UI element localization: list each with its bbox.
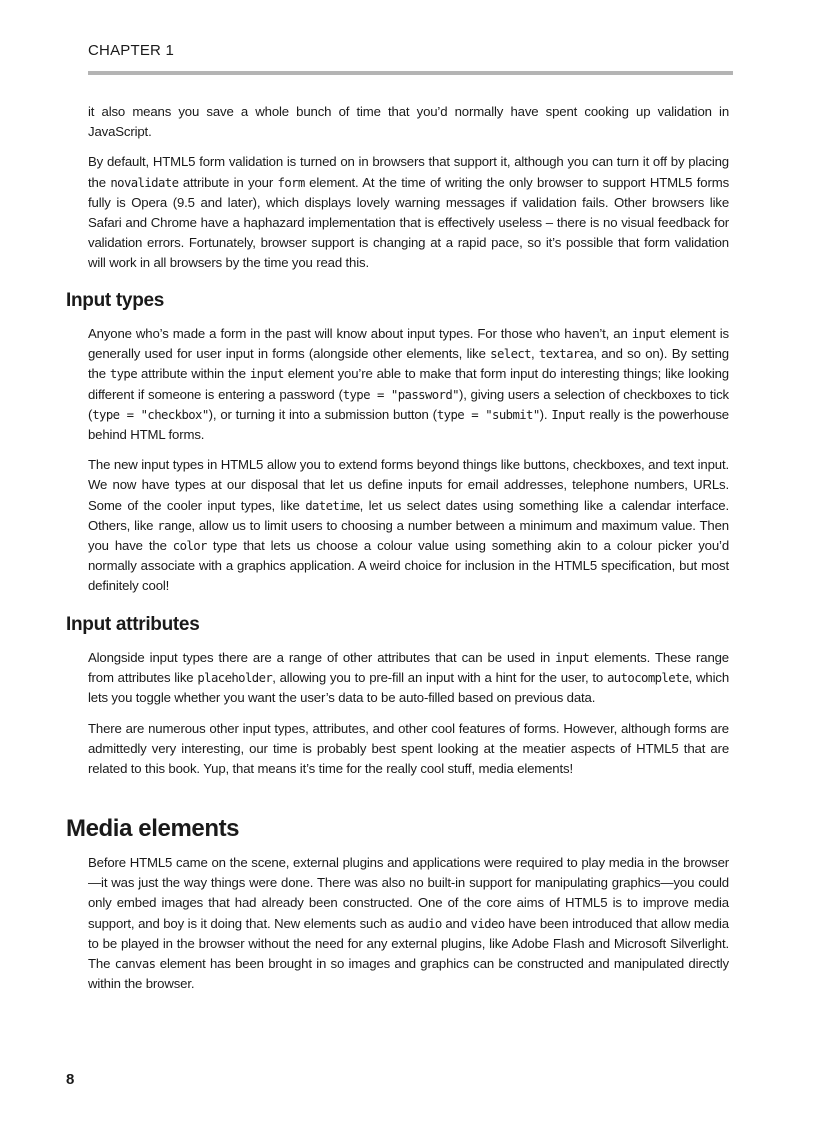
paragraph: [88, 648, 729, 709]
inline-code: type = "submit": [436, 407, 540, 422]
paragraph: [88, 719, 729, 780]
inline-code: input: [631, 327, 666, 341]
heading-input-types: Input types: [66, 290, 165, 311]
heading-input-attributes: Input attributes: [66, 614, 200, 635]
inline-code: color: [172, 539, 207, 554]
text-run: , which lets you toggle whether you want the user’s data to be auto-filled based on previous data.: [88, 670, 730, 706]
inline-code: autocomplete: [607, 671, 689, 686]
text-run: attribute within the: [137, 366, 250, 382]
text-run: Alongside input types there are a range of other attributes that can be used in: [88, 650, 556, 665]
text-run: element. At the time of writing the only browser to support HTML5 forms fully is Opera (9.5 and later), which displays lovely warning messages if validation fails. Other browsers like Safari and Chrome have a haphazard implementation that is effectively useless – there is no visual feedback for validation errors. Fortunately, browser support is changing at a rapid pace, so it’s possible that form validation will work in all browsers by the time you read this.: [88, 174, 730, 271]
heading-media-elements: Media elements: [66, 815, 240, 842]
text-run: it also means you save a whole bunch of time that you’d normally have spent cooking up validation in JavaScript.: [88, 104, 729, 140]
section-input-attributes: [88, 648, 729, 789]
inline-code: placeholder: [197, 671, 273, 686]
section-input-types: [88, 324, 729, 607]
section-intro: [88, 102, 729, 284]
text-run: ,: [530, 346, 539, 362]
text-run: There are numerous other input types, attributes, and other cool features of forms. However, although forms are admittedly very interesting, our time is probably best spent looking at the meatier aspects of HTML5 that are related to this book. Yup, that means it’s time for the really cool stuff, media elements!: [88, 720, 729, 777]
inline-code: type = "password": [342, 387, 459, 402]
text-run: and: [441, 915, 471, 931]
paragraph: [88, 853, 729, 994]
text-run: Before HTML5 came on the scene, external plugins and applications were required to play media in the browser—it was just the way things were done. There was also no built-in support for manipulating graphics—you could only embed images that had already been constructed. One of the core aims of HTML5 is to improve media support, and boy is it doing that. New elements such as: [88, 855, 729, 931]
inline-code: select: [490, 347, 531, 362]
text-run: Anyone who’s made a form in the past will know about input types. For those who haven’t, an: [88, 326, 632, 341]
text-run: , let us select dates using something like a calendar interface. Others, like: [88, 497, 729, 533]
paragraph: [88, 324, 729, 445]
text-run: really is the powerhouse behind HTML forms.: [88, 406, 729, 443]
text-run: element you’re able to make that form input do interesting things; like looking different if someone is entering a password (: [88, 366, 729, 402]
text-run: element has been brought in so images and graphics can be constructed and manipulated directly within the browser.: [88, 956, 729, 992]
page-number: 8: [66, 1071, 75, 1088]
text-run: type that lets us choose a colour value using something akin to a colour picker you’d normally associate with a graphics application. A weird choice for inclusion in the HTML5 specification, but most definitely cool!: [88, 538, 730, 594]
inline-code: video: [470, 916, 505, 931]
inline-code: Input: [551, 407, 586, 422]
inline-code: input: [249, 367, 284, 382]
inline-code: type = "checkbox": [92, 407, 209, 422]
inline-code: textarea: [538, 347, 594, 362]
inline-code: range: [157, 518, 192, 533]
inline-code: audio: [407, 916, 442, 931]
inline-code: novalidate: [110, 175, 179, 190]
inline-code: form: [277, 175, 305, 190]
text-run: attribute in your: [178, 174, 278, 190]
inline-code: input: [555, 651, 590, 665]
text-run: , allowing you to pre-fill an input with a hint for the user, to: [272, 670, 607, 686]
paragraph: [88, 102, 729, 142]
chapter-header: CHAPTER 1: [88, 42, 174, 59]
text-run: ), giving users a selection of checkboxes to tick (: [88, 386, 729, 422]
section-media-elements: [88, 853, 729, 1004]
text-run: ), or turning it into a submission button (: [208, 406, 437, 422]
header-rule: [88, 71, 733, 75]
text-run: , and so on). By setting the: [88, 346, 729, 382]
paragraph: [88, 152, 729, 273]
inline-code: type: [109, 367, 138, 382]
paragraph: [88, 455, 729, 596]
text-run: By default, HTML5 form validation is turned on in browsers that support it, although you can turn it off by placing the: [88, 154, 729, 190]
text-run: have been introduced that allow media to be played in the browser without the need for any external plugins, like Adobe Flash and Microsoft Silverlight. The: [88, 915, 729, 972]
text-run: element is generally used for user input in forms (alongside other elements, like: [88, 326, 729, 362]
inline-code: datetime: [305, 498, 360, 513]
text-run: The new input types in HTML5 allow you to extend forms beyond things like buttons, checkboxes, and text input. We now have types at our disposal that let us define inputs for email addresses, telephone numbers, URLs. Some of the cooler input types, like: [88, 457, 729, 513]
text-run: elements. These range from attributes like: [88, 650, 729, 686]
inline-code: canvas: [114, 957, 156, 972]
text-run: , allow us to limit users to choosing a number between a minimum and maximum value. Then you have the: [88, 517, 729, 554]
text-run: ).: [539, 406, 552, 422]
